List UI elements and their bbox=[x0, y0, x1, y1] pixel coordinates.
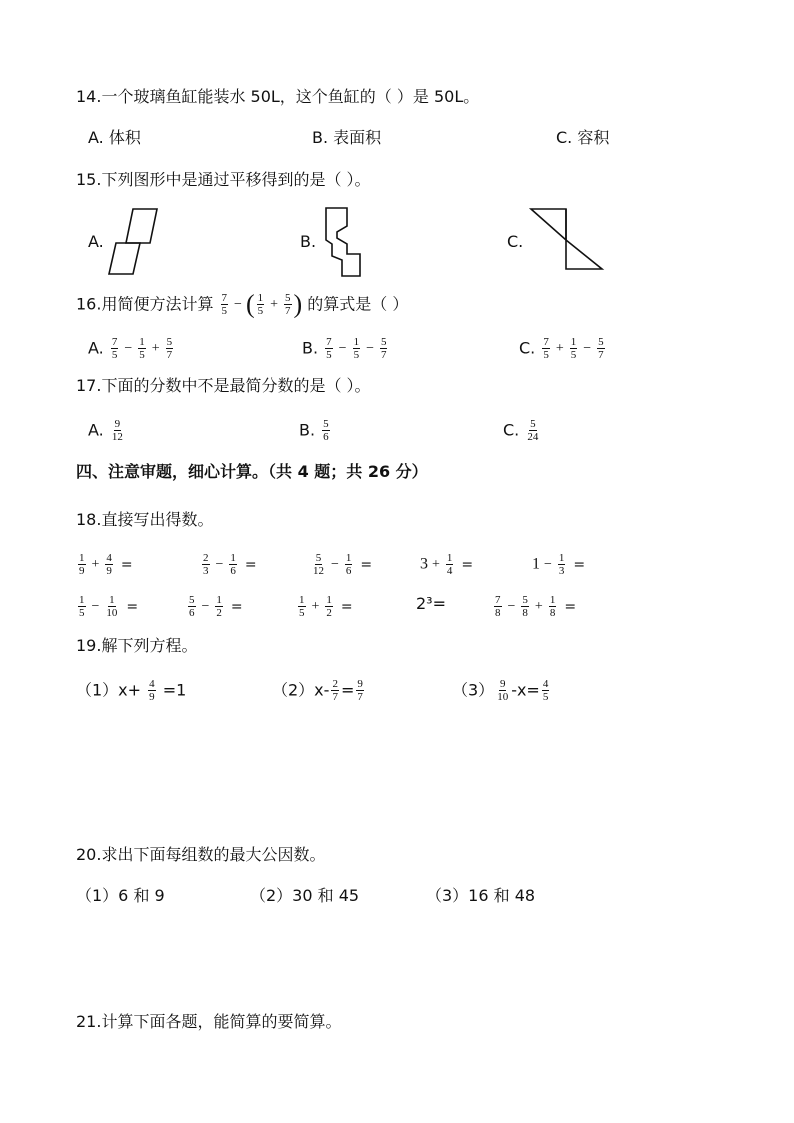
fraction bbox=[105, 594, 118, 619]
equals-sign: = bbox=[244, 556, 257, 573]
fraction bbox=[138, 336, 146, 361]
q17-c-fraction bbox=[524, 418, 541, 443]
q16-c-label: C. bbox=[519, 338, 536, 358]
equals-sign: = bbox=[461, 556, 474, 573]
denominator: 12 bbox=[313, 565, 324, 577]
q19-eq2-prefix: （2）x- bbox=[272, 680, 330, 700]
denominator: 5 bbox=[79, 607, 85, 619]
operator: − bbox=[234, 296, 242, 312]
fraction bbox=[78, 594, 86, 619]
numerator: 1 bbox=[326, 594, 332, 606]
q19-eq2-fraction2 bbox=[354, 678, 366, 703]
denominator: 7 bbox=[380, 349, 387, 361]
q18-r2-c4: 2³= bbox=[416, 594, 446, 613]
numerator: 1 bbox=[299, 594, 305, 606]
q19-stem: 19.解下列方程。 bbox=[76, 636, 198, 655]
q16-stem-prefix: 16.用简便方法计算 bbox=[76, 294, 214, 314]
fraction bbox=[312, 552, 325, 577]
q19-eq3-fraction2 bbox=[540, 678, 552, 703]
fraction bbox=[78, 552, 86, 577]
q19-eq3-mid: -x= bbox=[511, 680, 540, 700]
fraction bbox=[202, 552, 210, 577]
q16-a-label: A. bbox=[88, 338, 104, 358]
denominator: 3 bbox=[558, 565, 565, 577]
operator: − bbox=[91, 598, 100, 614]
numerator: 9 bbox=[114, 418, 121, 430]
denominator: 10 bbox=[106, 607, 118, 619]
operator: − bbox=[215, 556, 224, 572]
equals-sign: = bbox=[360, 556, 373, 573]
q20-item-1: （1）6 和 9 bbox=[76, 886, 165, 905]
q16-stem-suffix: 的算式是（ ） bbox=[307, 294, 409, 314]
denominator: 7 bbox=[332, 691, 338, 703]
denominator: 6 bbox=[189, 607, 195, 619]
fraction bbox=[325, 594, 333, 619]
q14-option-c: C. 容积 bbox=[556, 128, 610, 147]
q15-option-a: A. bbox=[88, 232, 104, 251]
numerator: 1 bbox=[570, 336, 577, 348]
denominator: 8 bbox=[522, 607, 528, 619]
operator: − bbox=[507, 598, 516, 614]
q17-option-c bbox=[503, 418, 541, 443]
fraction bbox=[549, 594, 557, 619]
shape-a-parallelograms bbox=[104, 206, 160, 276]
fraction bbox=[215, 594, 223, 619]
equals-sign: = bbox=[126, 598, 139, 615]
fraction bbox=[322, 418, 330, 443]
parenthesis: ) bbox=[293, 289, 303, 319]
equals-sign: = bbox=[340, 598, 353, 615]
fraction bbox=[221, 292, 229, 317]
q19-eq3-prefix: （3） bbox=[452, 680, 495, 700]
numerator: 7 bbox=[326, 336, 332, 348]
numerator: 1 bbox=[139, 336, 145, 348]
numerator: 9 bbox=[357, 678, 363, 690]
fraction bbox=[380, 336, 388, 361]
q17-option-a bbox=[88, 418, 126, 443]
denominator: 9 bbox=[106, 565, 112, 577]
q16-option-b bbox=[302, 336, 389, 361]
fraction bbox=[188, 594, 196, 619]
shape-c-triangles bbox=[527, 206, 605, 272]
numerator: 1 bbox=[446, 552, 453, 564]
fraction bbox=[521, 594, 529, 619]
q16-c-expression bbox=[540, 336, 606, 361]
denominator: 5 bbox=[543, 349, 549, 361]
q14-option-b: B. 表面积 bbox=[312, 128, 382, 147]
q17-option-b bbox=[299, 418, 332, 443]
q17-stem: 17.下面的分数中不是最简分数的是（ ）。 bbox=[76, 376, 371, 395]
q19-eq1 bbox=[76, 678, 186, 703]
q18-r2-c3 bbox=[296, 594, 353, 619]
equals-sign: = bbox=[230, 598, 243, 615]
fraction bbox=[494, 594, 502, 619]
numerator: 5 bbox=[323, 418, 329, 430]
denominator: 5 bbox=[299, 607, 305, 619]
numerator: 5 bbox=[189, 594, 195, 606]
q20-item-2: （2）30 和 45 bbox=[250, 886, 360, 905]
q19-eq1-suffix: =1 bbox=[162, 680, 187, 700]
operator: − bbox=[544, 556, 552, 572]
numerator: 1 bbox=[353, 336, 360, 348]
operator: − bbox=[201, 598, 210, 614]
denominator: 7 bbox=[285, 305, 291, 317]
denominator: 8 bbox=[495, 607, 501, 619]
numerator: 2 bbox=[332, 678, 338, 690]
q18-r2-c1 bbox=[76, 594, 138, 619]
numerator: 1 bbox=[257, 292, 264, 304]
q16-stem bbox=[76, 289, 409, 319]
q18-r2-c5-expr bbox=[492, 594, 577, 619]
numerator: 4 bbox=[542, 678, 549, 690]
q19-eq2 bbox=[272, 678, 366, 703]
shape-b-stepped bbox=[320, 204, 364, 278]
fraction bbox=[298, 594, 306, 619]
numerator: 1 bbox=[230, 552, 236, 564]
fraction bbox=[166, 336, 174, 361]
q15-stem: 15.下列图形中是通过平移得到的是（ ）。 bbox=[76, 170, 371, 189]
numerator: 1 bbox=[79, 594, 85, 606]
equals-sign: = bbox=[573, 556, 586, 573]
operator: + bbox=[151, 340, 160, 356]
denominator: 5 bbox=[139, 349, 145, 361]
q18-r1-c2 bbox=[200, 552, 257, 577]
q14-option-a: A. 体积 bbox=[88, 128, 141, 147]
q18-r1-c4-expr bbox=[420, 552, 474, 577]
numerator: 9 bbox=[499, 678, 506, 690]
q18-r1-c2-expr bbox=[200, 552, 257, 577]
fraction bbox=[105, 552, 113, 577]
numerator: 7 bbox=[543, 336, 549, 348]
numerator: 4 bbox=[106, 552, 112, 564]
denominator: 6 bbox=[230, 565, 236, 577]
fraction bbox=[148, 678, 156, 703]
denominator: 5 bbox=[353, 349, 360, 361]
fraction bbox=[229, 552, 237, 577]
denominator: 9 bbox=[149, 691, 155, 703]
q18-r2-c2-expr bbox=[186, 594, 243, 619]
q18-r1-c5-expr bbox=[532, 552, 586, 577]
q15-option-c: C. bbox=[507, 232, 524, 251]
q18-r1-c5 bbox=[532, 552, 585, 577]
numerator: 1 bbox=[216, 594, 222, 606]
numerator: 7 bbox=[111, 336, 118, 348]
operator: − bbox=[124, 340, 133, 356]
denominator: 6 bbox=[345, 565, 352, 577]
q19-eq2-equals: = bbox=[340, 680, 355, 700]
numerator: 5 bbox=[598, 336, 604, 348]
fraction bbox=[570, 336, 578, 361]
numerator: 1 bbox=[79, 552, 85, 564]
denominator: 3 bbox=[203, 565, 209, 577]
q18-r2-c3-expr bbox=[296, 594, 353, 619]
q19-eq3 bbox=[452, 678, 551, 703]
denominator: 5 bbox=[542, 691, 549, 703]
denominator: 5 bbox=[326, 349, 332, 361]
numerator: 7 bbox=[221, 292, 228, 304]
denominator: 10 bbox=[497, 691, 509, 703]
fraction bbox=[496, 678, 509, 703]
operator: + bbox=[311, 598, 320, 614]
number: 3 bbox=[420, 555, 428, 573]
denominator: 6 bbox=[323, 431, 329, 443]
q19-eq3-fraction1 bbox=[494, 678, 511, 703]
denominator: 5 bbox=[570, 349, 577, 361]
q14-stem: 14.一个玻璃鱼缸能装水 50L，这个鱼缸的（ ）是 50L。 bbox=[76, 87, 480, 106]
numerator: 5 bbox=[522, 594, 528, 606]
q17-a-fraction bbox=[109, 418, 126, 443]
operator: + bbox=[534, 598, 543, 614]
q16-option-a bbox=[88, 336, 175, 361]
denominator: 2 bbox=[326, 607, 332, 619]
denominator: 5 bbox=[111, 349, 118, 361]
denominator: 5 bbox=[257, 305, 264, 317]
fraction bbox=[558, 552, 566, 577]
denominator: 9 bbox=[79, 565, 85, 577]
q18-r1-c3 bbox=[310, 552, 372, 577]
operator: + bbox=[555, 340, 564, 356]
number: 1 bbox=[532, 555, 540, 573]
q16-expression bbox=[219, 289, 303, 319]
fraction bbox=[597, 336, 605, 361]
operator: + bbox=[432, 556, 440, 572]
q17-c-label: C. bbox=[503, 420, 520, 440]
operator: + bbox=[91, 556, 100, 572]
numerator: 4 bbox=[149, 678, 155, 690]
denominator: 7 bbox=[598, 349, 604, 361]
q21-stem: 21.计算下面各题，能简算的要简算。 bbox=[76, 1012, 342, 1031]
section-4-heading: 四、注意审题，细心计算。（共 4 题；共 26 分） bbox=[76, 462, 428, 481]
numerator: 5 bbox=[166, 336, 173, 348]
numerator: 2 bbox=[203, 552, 209, 564]
fraction bbox=[526, 418, 539, 443]
equals-sign: = bbox=[120, 556, 133, 573]
fraction bbox=[542, 678, 550, 703]
q20-item-3: （3）16 和 48 bbox=[426, 886, 536, 905]
q19-eq1-fraction bbox=[146, 678, 158, 703]
fraction bbox=[446, 552, 454, 577]
q18-r1-c4 bbox=[420, 552, 473, 577]
operator: − bbox=[331, 556, 339, 572]
fraction bbox=[331, 678, 339, 703]
operator: − bbox=[583, 340, 592, 356]
numerator: 5 bbox=[285, 292, 291, 304]
q19-eq1-prefix: （1）x+ bbox=[76, 680, 142, 700]
denominator: 4 bbox=[446, 565, 453, 577]
q18-r1-c1 bbox=[76, 552, 133, 577]
equals-sign: = bbox=[564, 598, 577, 615]
q20-stem: 20.求出下面每组数的最大公因数。 bbox=[76, 845, 326, 864]
numerator: 1 bbox=[549, 594, 556, 606]
denominator: 8 bbox=[549, 607, 556, 619]
q17-a-label: A. bbox=[88, 420, 104, 440]
fraction bbox=[284, 292, 292, 317]
fraction bbox=[542, 336, 550, 361]
numerator: 5 bbox=[530, 418, 536, 430]
denominator: 5 bbox=[221, 305, 228, 317]
fraction bbox=[345, 552, 353, 577]
operator: − bbox=[366, 340, 374, 356]
q18-stem: 18.直接写出得数。 bbox=[76, 510, 214, 529]
q17-b-label: B. bbox=[299, 420, 316, 440]
denominator: 12 bbox=[111, 431, 123, 443]
numerator: 1 bbox=[109, 594, 115, 606]
q18-r1-c3-expr bbox=[310, 552, 373, 577]
parenthesis: ( bbox=[245, 289, 255, 319]
denominator: 2 bbox=[216, 607, 222, 619]
q18-r2-c5 bbox=[492, 594, 576, 619]
q18-r2-c2 bbox=[186, 594, 243, 619]
q16-option-c bbox=[519, 336, 607, 361]
numerator: 1 bbox=[345, 552, 352, 564]
fraction bbox=[353, 336, 361, 361]
q19-eq2-fraction1 bbox=[329, 678, 341, 703]
fraction bbox=[356, 678, 364, 703]
q17-b-fraction bbox=[320, 418, 332, 443]
denominator: 24 bbox=[527, 431, 539, 443]
operator: − bbox=[338, 340, 347, 356]
q16-a-expression bbox=[109, 336, 175, 361]
numerator: 1 bbox=[558, 552, 565, 564]
numerator: 7 bbox=[495, 594, 501, 606]
q18-r2-c1-expr bbox=[76, 594, 139, 619]
fraction bbox=[257, 292, 265, 317]
fraction bbox=[111, 418, 124, 443]
operator: + bbox=[270, 296, 279, 312]
q18-r1-c1-expr bbox=[76, 552, 133, 577]
q15-option-b: B. bbox=[300, 232, 317, 251]
numerator: 5 bbox=[315, 552, 322, 564]
q16-b-expression bbox=[323, 336, 389, 361]
numerator: 5 bbox=[380, 336, 387, 348]
fraction bbox=[111, 336, 119, 361]
denominator: 7 bbox=[357, 691, 363, 703]
fraction bbox=[325, 336, 333, 361]
denominator: 7 bbox=[166, 349, 173, 361]
q16-b-label: B. bbox=[302, 338, 319, 358]
